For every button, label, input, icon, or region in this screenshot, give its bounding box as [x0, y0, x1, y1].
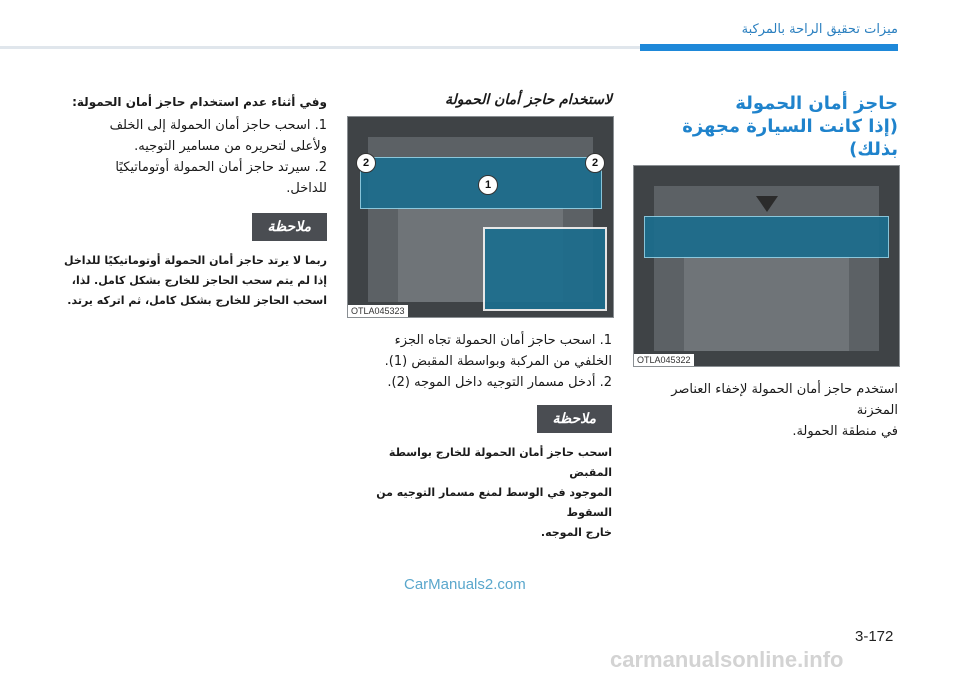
section-heading: لاستخدام حاجز أمان الحمولة [444, 92, 612, 108]
cargo-photo-steps [347, 116, 614, 318]
note-line: إذا لم يتم سحب الحاجز للخارج بشكل كامل. لذا، [71, 274, 327, 287]
note-text [62, 251, 327, 311]
note-line: خارج الموجه. [540, 526, 612, 539]
section-heading: حاجز أمان الحمولة [735, 93, 898, 114]
note-line: الموجود في الوسط لمنع مسمار التوجيه من السقوط [376, 486, 612, 519]
note-label: ملاحظة [537, 405, 613, 433]
step-line: الخلفي من المركبة وبواسطة المقبض (1). [384, 354, 612, 369]
paragraph-line: في منطقة الحمولة. [792, 424, 898, 439]
callout-badge: 1 [478, 175, 498, 195]
middle-column [347, 92, 612, 543]
note-line: ربما لا يرتد حاجز أمان الحمولة أوتوماتيكيًا للداخل [64, 254, 327, 267]
note-label: ملاحظة [252, 213, 328, 241]
watermark-link[interactable]: CarManuals2.com [404, 576, 526, 593]
step-line: 2. أدخل مسمار التوجيه داخل الموجه (2). [387, 375, 612, 390]
cargo-photo-covered [633, 165, 900, 367]
left-column [62, 92, 327, 311]
header-accent-bar [640, 44, 898, 51]
note-line: اسحب حاجز أمان الحمولة للخارج بواسطة المقبض [388, 446, 612, 479]
down-arrow-icon [756, 196, 778, 212]
steps-list [347, 330, 612, 393]
header-divider [0, 46, 640, 49]
steps-list [62, 115, 327, 199]
step-line: ولأعلى لتحريره من مسامير التوجيه. [134, 139, 327, 154]
section-heading: وفي أثناء عدم استخدام حاجز أمان الحمولة: [72, 95, 327, 109]
photo-code: OTLA045322 [634, 354, 694, 366]
step-line: 1. اسحب حاجز أمان الحمولة إلى الخلف [109, 118, 327, 133]
right-column [633, 92, 898, 442]
note-line: اسحب الحاجز للخارج بشكل كامل، ثم اتركه يرتد. [67, 294, 327, 307]
paragraph-line: استخدم حاجز أمان الحمولة لإخفاء العناصر المخزنة [671, 382, 898, 418]
paragraph [633, 379, 898, 442]
note-text [347, 443, 612, 543]
step-line: للداخل. [286, 181, 327, 196]
callout-badge: 2 [585, 153, 605, 173]
photo-code: OTLA045323 [348, 305, 408, 317]
watermark-text: carmanualsonline.info [610, 647, 844, 672]
step-line: 2. سيرتد حاجز أمان الحمولة أوتوماتيكيًا [115, 160, 327, 175]
step-line: 1. اسحب حاجز أمان الحمولة تجاه الجزء [394, 333, 612, 348]
page-number: 3-172 [855, 628, 894, 645]
header-title: ميزات تحقيق الراحة بالمركبة [741, 22, 898, 37]
section-subheading: (إذا كانت السيارة مجهزة بذلك) [682, 116, 898, 160]
callout-badge: 2 [356, 153, 376, 173]
